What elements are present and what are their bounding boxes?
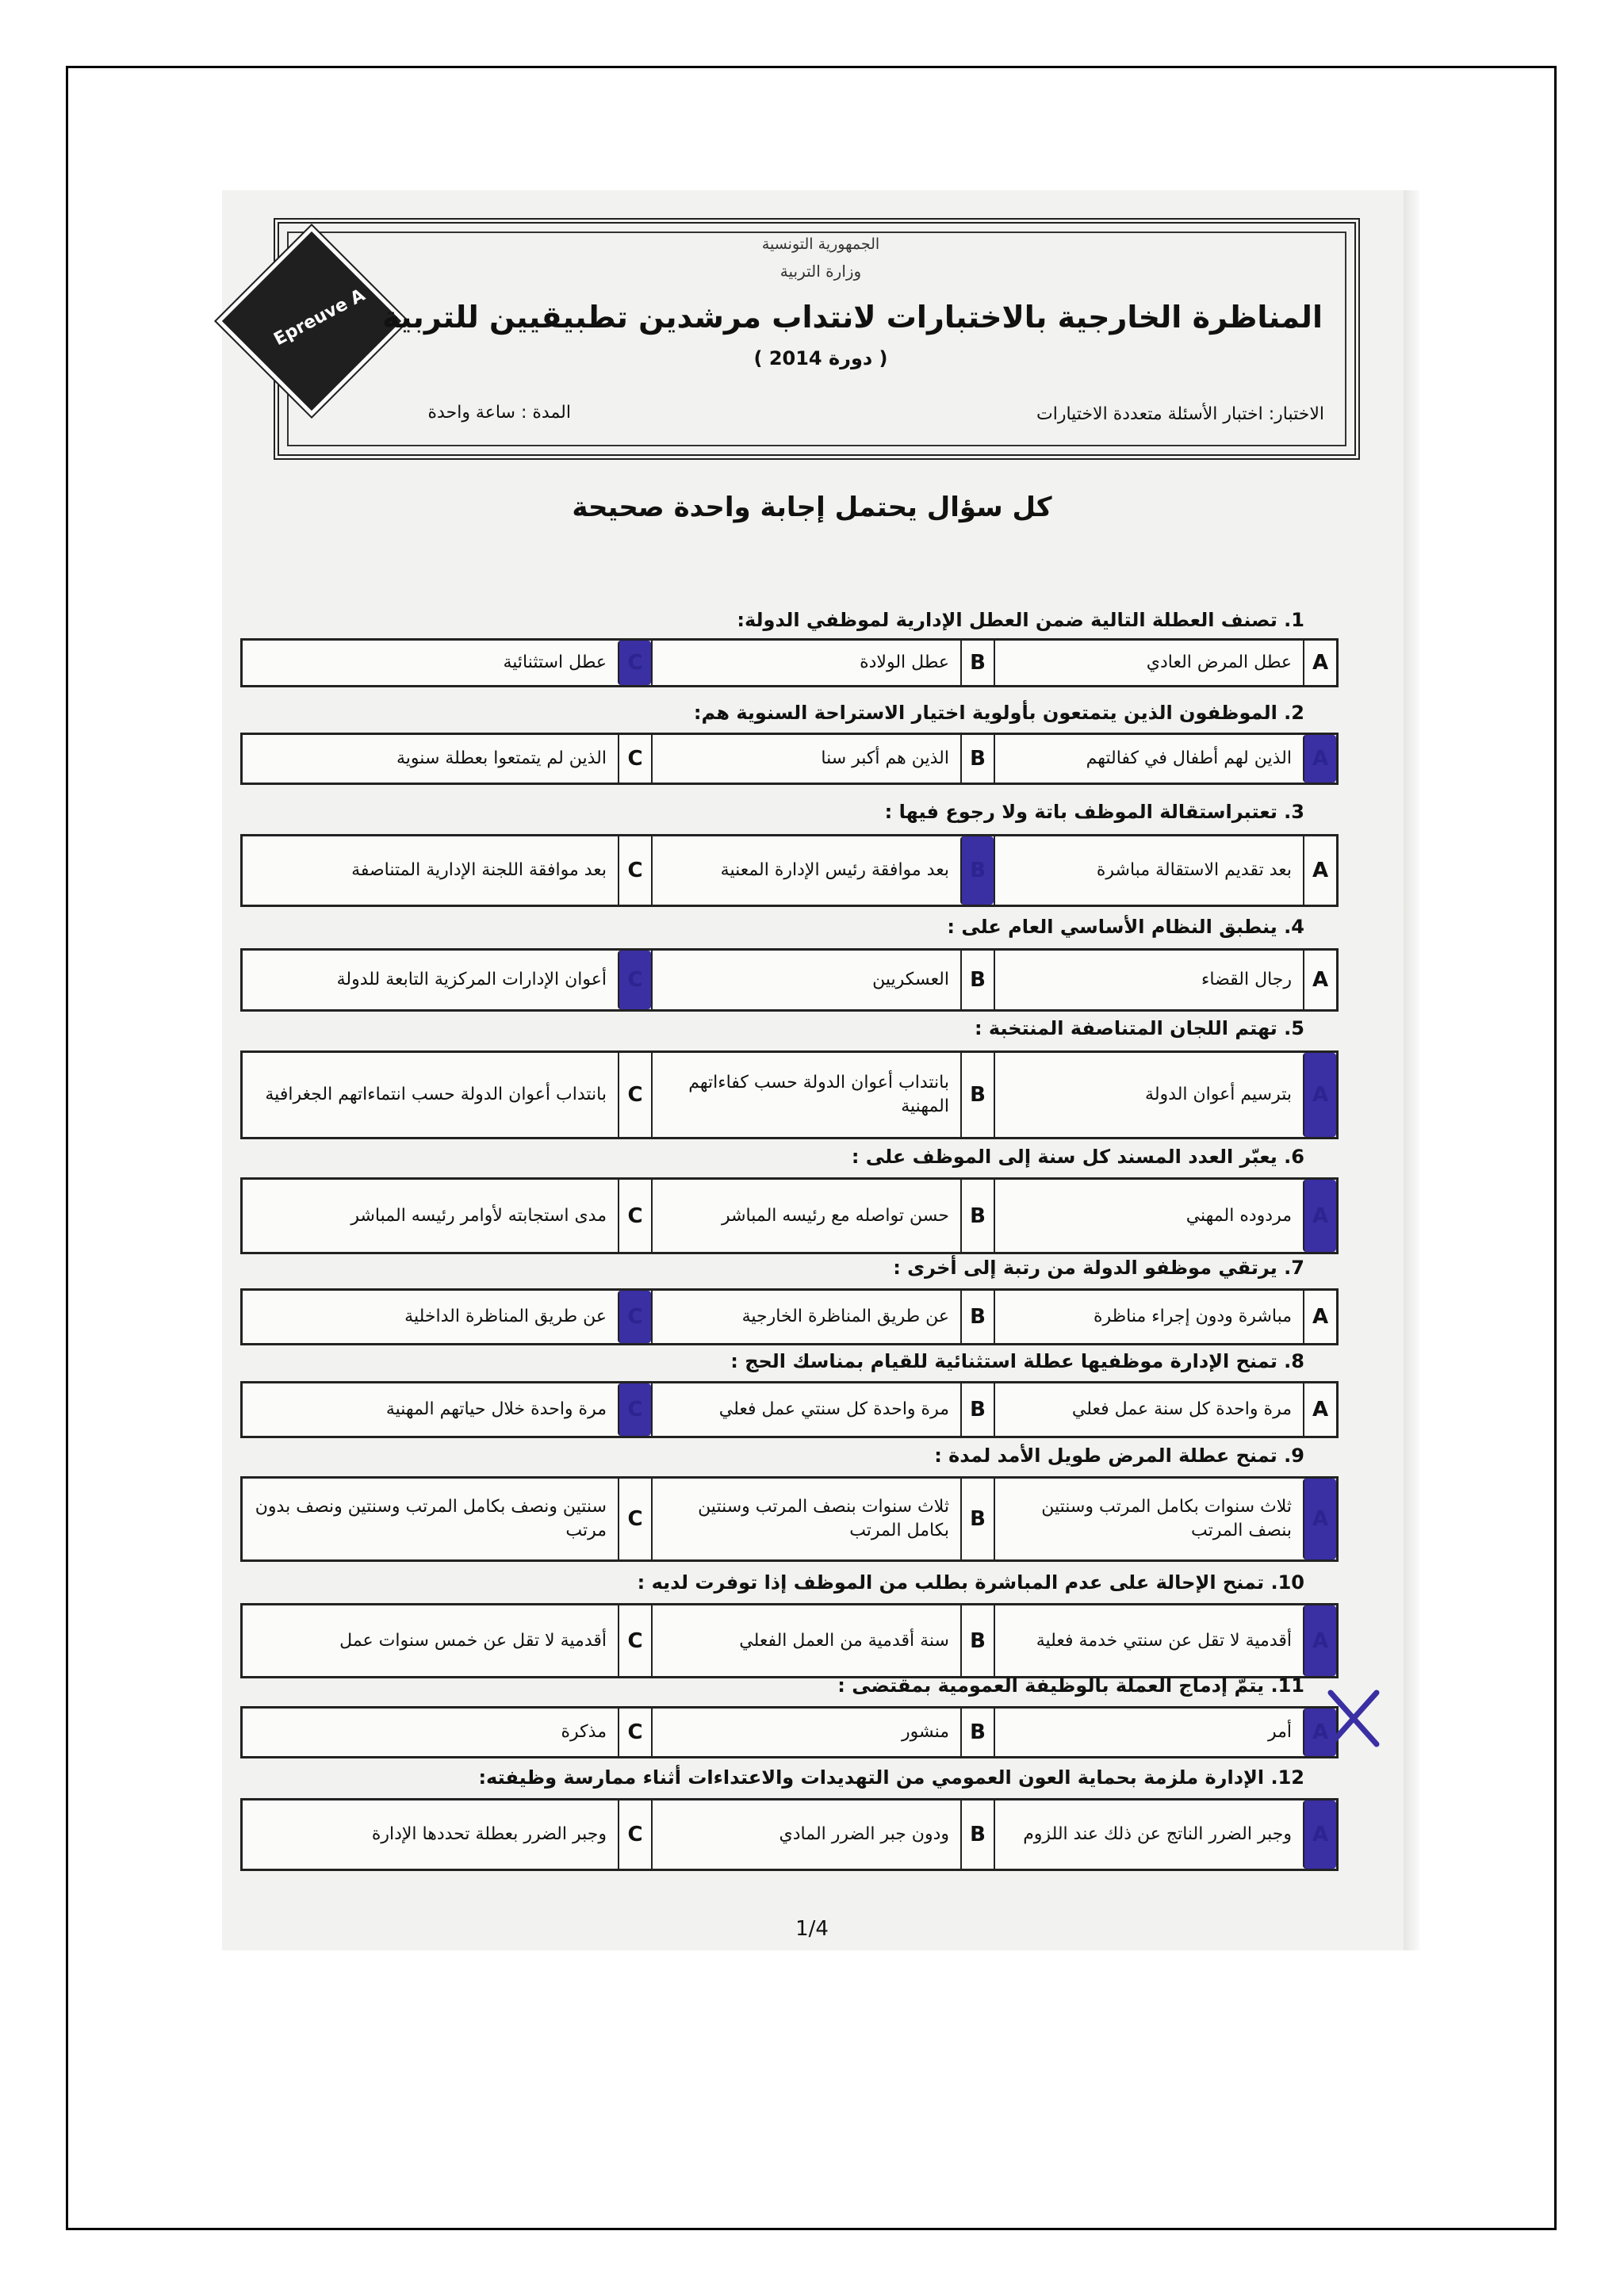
question-text: 8. تمنح الإدارة موظفيها عطلة استثنائية للقيام بمناسك الحج : (730, 1350, 1304, 1372)
option-letter-c[interactable]: C (618, 1479, 651, 1559)
option-a[interactable] (994, 1291, 1336, 1343)
answer-row (240, 1288, 1339, 1345)
option-text-c: أقدمية لا تقل عن خمس سنوات عمل (339, 1630, 607, 1651)
answer-row (240, 1476, 1339, 1562)
option-b[interactable] (651, 641, 994, 685)
option-letter-c[interactable]: C (618, 1180, 651, 1252)
option-c[interactable] (243, 735, 651, 783)
option-b[interactable] (651, 1053, 994, 1137)
question-text: 10. تمنح الإحالة على عدم المباشرة بطلب من الموظف إذا توفرت لديه : (637, 1571, 1304, 1594)
option-text-c: بعد موافقة اللجنة الإدارية المتناصفة (351, 860, 607, 881)
option-c[interactable] (243, 1800, 651, 1869)
question-text: 6. يعبّر العدد المسند كل سنة إلى الموظف على : (851, 1146, 1304, 1168)
option-text-b: ودون جبر الضرر المادي (779, 1824, 949, 1845)
option-text-b: منشور (901, 1722, 949, 1743)
option-text-c: مدى استجابته لأوامر رئيسه المباشر (350, 1205, 607, 1226)
option-c[interactable] (243, 1605, 651, 1676)
question-text: 11. يتمّ إدماج العملة بالوظيفة العمومية بمقتضى : (837, 1674, 1304, 1697)
option-letter-a[interactable]: A (1303, 1180, 1336, 1252)
option-letter-a[interactable]: A (1303, 1383, 1336, 1436)
option-letter-c[interactable]: C (618, 1709, 651, 1756)
option-letter-b[interactable]: B (960, 641, 994, 685)
option-letter-a[interactable]: A (1303, 1800, 1336, 1869)
option-text-c: مذكرة (561, 1722, 607, 1743)
option-letter-a[interactable]: A (1303, 1291, 1336, 1343)
option-text-a: بترسيم أعوان الدولة (1145, 1085, 1292, 1105)
option-letter-c[interactable]: C (618, 1800, 651, 1869)
option-letter-a[interactable]: A (1303, 641, 1336, 685)
option-a[interactable] (994, 1180, 1336, 1252)
option-text-b: مرة واحدة كل سنتي عمل فعلي (718, 1399, 949, 1420)
option-letter-a[interactable]: A (1303, 1605, 1336, 1676)
option-text-b: بعد موافقة رئيس الإدارة المعنية (720, 860, 949, 881)
option-text-b: عن طريق المناظرة الخارجية (741, 1307, 949, 1327)
option-b[interactable] (651, 1709, 994, 1756)
option-text-a: رجال القضاء (1201, 970, 1292, 990)
option-letter-c[interactable]: C (618, 735, 651, 783)
option-letter-a[interactable]: A (1303, 836, 1336, 905)
option-text-c: مرة واحدة خلال حياتهم المهنية (385, 1399, 607, 1420)
option-letter-b[interactable]: B (960, 1709, 994, 1756)
instruction-heading: كل سؤال يحتمل إجابة واحدة صحيحة (572, 492, 1052, 523)
exam-title: المناظرة الخارجية بالاختبارات لانتداب مرشدين تطبيقيين للتربية (382, 300, 1323, 335)
option-text-a: أقدمية لا تقل عن سنتي خدمة فعلية (1036, 1630, 1292, 1651)
answer-row (240, 1603, 1339, 1678)
option-b[interactable] (651, 1605, 994, 1676)
option-a[interactable] (994, 1053, 1336, 1137)
cross-mark-icon (1326, 1689, 1381, 1748)
option-letter-a[interactable]: A (1303, 1053, 1336, 1137)
option-text-a: مرة واحدة كل سنة عمل فعلي (1071, 1399, 1292, 1420)
republic-label: الجمهورية التونسية (761, 235, 880, 253)
option-letter-b[interactable]: B (960, 1180, 994, 1252)
answer-row (240, 733, 1339, 785)
option-c[interactable] (243, 1053, 651, 1137)
option-text-b: بانتداب أعوان الدولة حسب كفاءاتهم المهنية (688, 1073, 949, 1116)
option-c[interactable] (243, 1383, 651, 1436)
question-text: 2. الموظفون الذين يتمتعون بأولوية اختيار الاستراحة السنوية هم: (693, 702, 1304, 724)
question-text: 1. تصنف العطلة التالية ضمن العطل الإدارية لموظفي الدولة: (737, 609, 1304, 631)
option-text-c: بانتداب أعوان الدولة حسب انتماءاتهم الجغرافية (265, 1085, 607, 1105)
option-letter-b[interactable]: B (960, 735, 994, 783)
option-c[interactable] (243, 641, 651, 685)
option-a[interactable] (994, 836, 1336, 905)
option-letter-b[interactable]: B (960, 951, 994, 1009)
question-text: 3. تعتبراستقالة الموظف باتة ولا رجوع فيها : (884, 801, 1304, 823)
option-text-b: حسن تواصله مع رئيسه المباشر (721, 1205, 949, 1226)
question-text: 7. يرتقي موظفو الدولة من رتبة إلى أخرى : (893, 1257, 1304, 1279)
option-text-a: عطل المرض العادي (1146, 652, 1292, 673)
option-a[interactable] (994, 1605, 1336, 1676)
option-a[interactable] (994, 1800, 1336, 1869)
option-text-b: عطل الولادة (860, 652, 949, 673)
option-text-a: مباشرة ودون إجراء مناظرة (1093, 1307, 1292, 1327)
option-b[interactable] (651, 1800, 994, 1869)
option-text-c: الذين لم يتمتعوا بعطلة سنوية (396, 748, 607, 769)
option-a[interactable] (994, 1709, 1336, 1756)
question-text: 9. تمنح عطلة المرض طويل الأمد لمدة : (934, 1445, 1304, 1467)
session-label: ( دورة 2014 ) (753, 347, 888, 369)
option-text-c: أعوان الإدارات المركزية التابعة للدولة (336, 970, 607, 990)
option-text-c: سنتين ونصف بكامل المرتب وسنتين ونصف بدون مرتب (255, 1497, 607, 1540)
option-c[interactable] (243, 951, 651, 1009)
option-a[interactable] (994, 1383, 1336, 1436)
badge-label: Epreuve A (270, 285, 369, 350)
option-text-c: عطل استثنائية (503, 652, 607, 673)
option-c[interactable] (243, 1479, 651, 1559)
option-text-a: ثلاث سنوات بكامل المرتب وسنتين بنصف المرتب (1041, 1497, 1292, 1540)
option-text-b: العسكريين (872, 970, 949, 990)
answer-row (240, 948, 1339, 1012)
answer-row (240, 638, 1339, 687)
option-letter-b[interactable]: B (960, 1053, 994, 1137)
option-letter-c[interactable]: C (618, 1383, 651, 1436)
option-letter-a[interactable]: A (1303, 951, 1336, 1009)
option-b[interactable] (651, 1291, 994, 1343)
answer-row (240, 1798, 1339, 1871)
option-c[interactable] (243, 1709, 651, 1756)
option-b[interactable] (651, 836, 994, 905)
option-b[interactable] (651, 1479, 994, 1559)
option-text-b: الذين هم أكبر سنا (821, 748, 949, 769)
answer-row (240, 1050, 1339, 1139)
option-letter-c[interactable]: C (618, 641, 651, 685)
answer-row (240, 1706, 1339, 1758)
option-letter-a[interactable]: A (1303, 1709, 1336, 1756)
ministry-label: وزارة التربية (779, 262, 862, 281)
option-text-c: عن طريق المناظرة الداخلية (404, 1307, 607, 1327)
option-text-c: وجبر الضرر بعطلة تحددها الإدارة (371, 1824, 607, 1845)
option-letter-b[interactable]: B (960, 836, 994, 905)
option-text-a: مردوده المهني (1185, 1205, 1292, 1226)
option-letter-c[interactable]: C (618, 1291, 651, 1343)
option-letter-b[interactable]: B (960, 1291, 994, 1343)
question-text: 12. الإدارة ملزمة بحماية العون العمومي من التهديدات والاعتداءات أثناء ممارسة وظيفته: (478, 1766, 1304, 1789)
option-letter-c[interactable]: C (618, 1605, 651, 1676)
option-text-a: الذين لهم أطفال في كفالتهم (1086, 748, 1292, 769)
option-letter-b[interactable]: B (960, 1800, 994, 1869)
option-letter-a[interactable]: A (1303, 735, 1336, 783)
option-text-b: سنة أقدمية من العمل الفعلي (739, 1630, 949, 1651)
option-letter-b[interactable]: B (960, 1605, 994, 1676)
option-letter-a[interactable]: A (1303, 1479, 1336, 1559)
option-a[interactable] (994, 735, 1336, 783)
duration-label: المدة : ساعة واحدة (427, 403, 571, 423)
page-number: 1/4 (795, 1917, 829, 1941)
option-letter-b[interactable]: B (960, 1383, 994, 1436)
answer-row (240, 1381, 1339, 1438)
question-text: 5. تهتم اللجان المتناصفة المنتخبة : (974, 1017, 1304, 1039)
option-text-a: وجبر الضرر الناتج عن ذلك عند اللزوم (1023, 1824, 1292, 1845)
option-b[interactable] (651, 951, 994, 1009)
option-text-a: أمر (1267, 1722, 1292, 1743)
option-a[interactable] (994, 1479, 1336, 1559)
option-c[interactable] (243, 1180, 651, 1252)
option-letter-b[interactable]: B (960, 1479, 994, 1559)
option-a[interactable] (994, 641, 1336, 685)
option-b[interactable] (651, 1180, 994, 1252)
option-text-a: بعد تقديم الاستقالة مباشرة (1096, 860, 1292, 881)
answer-row (240, 1177, 1339, 1254)
option-letter-c[interactable]: C (618, 951, 651, 1009)
exam-type: الاختبار: اختبار الأسئلة متعددة الاختيارات (1036, 404, 1324, 424)
sheet-shadow (1404, 190, 1419, 1950)
option-letter-c[interactable]: C (618, 836, 651, 905)
option-text-b: ثلاث سنوات بنصف المرتب وسنتين بكامل المرتب (698, 1497, 949, 1540)
option-b[interactable] (651, 735, 994, 783)
question-text: 4. ينطبق النظام الأساسي العام على : (947, 916, 1304, 938)
option-c[interactable] (243, 836, 651, 905)
answer-row (240, 834, 1339, 907)
option-a[interactable] (994, 951, 1336, 1009)
option-b[interactable] (651, 1383, 994, 1436)
option-c[interactable] (243, 1291, 651, 1343)
option-letter-c[interactable]: C (618, 1053, 651, 1137)
